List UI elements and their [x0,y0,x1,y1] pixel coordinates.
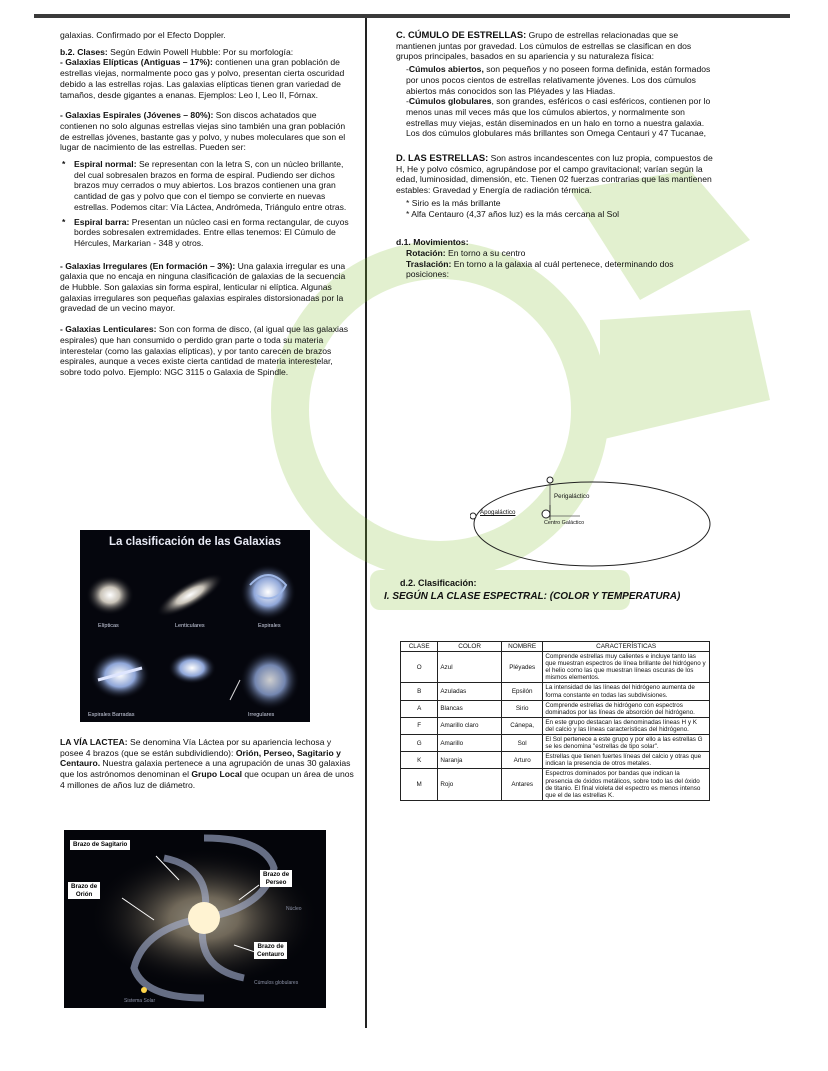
header-clase: CLASE [401,642,438,652]
spiral-heading: - Galaxias Espirales (Jóvenes – 80%): [60,110,214,121]
stars-heading: D. LAS ESTRELLAS: [396,152,489,164]
cell-clase: O [401,652,438,683]
header-caracteristicas: CARACTERÍSTICAS [543,642,710,652]
bullet-icon: * [62,216,66,227]
rotation-label: Rotación: [406,247,446,258]
rotation-text: En torno a su centro [445,247,526,258]
open-clusters: -Cúmulos abiertos, son pequeños y no poseen forma definida, están formados por unos pocos cientos de estrellas relativamente jóvenes. Los dos cúmulos abiertos más conocidos son las Pléyades y las Hiadas. [406,64,711,96]
stars-text: Son astros incandescentes con luz propia, compuestos de H, He y polvo cósmico, agrupándose por el campo gravitacional; varían según la edad, luminosidad, dimensión, etc. Tienen 02 fuerzas contrarias que las mantienen estables: Gravedad y Energía de radiación térmica. [396,153,713,196]
table-row [401,700,710,717]
label-nucleo: Núcleo [286,906,302,912]
cell-caracteristicas: Comprende estrellas muy calientes e incluye tanto las que muestran espectros de línea brillante del hidrógeno y el helio como las que muestran líneas oscuras de los mismos elementos. [543,652,710,683]
classes-text: Según Edwin Powell Hubble: Por su morfología: [107,46,294,57]
cluster-heading: C. CÚMULO DE ESTRELLAS: [396,29,527,40]
elliptical-text: contienen una gran población de estrellas viejas, normalmente poco gas y polvo, presentan cierta oscuridad debido a las estrellas rojas. Las galaxias elípticas tienen gran variedad de tamaños, desde gigantes a enanas. Ejemplos: Leo I, Leo II, Fórnax. [60,57,345,100]
via-lactea-arms: Orión, Perseo, Sagitario y Centauro. [60,747,341,769]
cell-color: Azuladas [438,683,502,700]
bullet-icon: * [62,159,66,170]
cell-caracteristicas: En este grupo destacan las denominadas líneas H y K del calcio y las líneas características del hidrógeno. [543,717,710,734]
cell-caracteristicas: Estrellas que tienen fuertes líneas del calcio y otras que indican la presencia de otros metales. [543,752,710,769]
alfa-text: Alfa Centauro (4,37 años luz) es la más cercana al Sol [411,208,620,219]
table-row [401,752,710,769]
stars-paragraph [396,153,714,196]
globular-clusters-text: , son grandes, esféricos o casi esféricos, contienen por lo menos unas mil veces más que los cúmulos abiertos, y normalmente son estrellas muy viejas, están diseminados en un halo en torno a nuestra galaxia. Los dos cúmulos globulares más brillantes son Omega Centauri y 47 Tucanae, [406,96,711,139]
barred-spiral-item [60,217,354,249]
open-clusters-heading: Cúmulos abiertos, [408,64,484,75]
table-row [401,683,710,700]
via-lactea-text-2: Nuestra galaxia pertenece a una agrupación de unas 30 galaxias que los astrónomos denominan el [60,758,351,780]
cell-color: Naranja [438,752,502,769]
table-row [401,735,710,752]
translation-label: Traslación: [406,258,452,269]
sirio-text: Sirio es la más brillante [411,197,501,208]
cell-clase: B [401,683,438,700]
cell-clase: K [401,752,438,769]
label-elipticas: Elípticas [98,623,119,629]
globular-clusters-heading: Cúmulos globulares [408,96,492,107]
classes-label: b.2. Clases: [60,46,108,57]
intro-line: galaxias. Confirmado por el Efecto Doppler. [60,30,226,40]
cell-nombre: Arturo [501,752,542,769]
cell-nombre: Sol [501,735,542,752]
normal-spiral-text: Se representan con la letra S, con un núcleo brillante, del cual sobresalen brazos en forma de espiral. Pudiendo ser dichos brazos muy cerrados o muy abiertos. Los brazos contienen una gran cantidad de gas y polvo que con el tiempo se convierte en nuevas estrellas. Podemos citar: Vía Láctea, Andrómeda, Triángulo entre otras. [74,159,347,212]
cell-caracteristicas: El Sol pertenece a este grupo y por ello a las estrellas G se les denomina "estrellas de tipo solar". [543,735,710,752]
milky-way-image [64,830,326,1008]
galaxy-image-title: La clasificación de las Galaxias [109,536,281,548]
normal-spiral-item [60,159,354,213]
label-lenticulares: Lenticulares [175,623,205,629]
table-header-row [401,642,710,652]
via-lactea-section [60,737,354,797]
rotation-line [396,248,714,259]
top-rule [34,14,790,18]
irregular-paragraph [60,261,354,315]
cell-nombre: Epsilón [501,683,542,700]
cell-nombre: Cánepa, [501,717,542,734]
table-row [401,769,710,800]
cell-nombre: Sirio [501,700,542,717]
cell-color: Amarillo [438,735,502,752]
elliptical-heading: - Galaxias Elípticas (Antiguas – 17%): [60,57,213,68]
cell-clase: G [401,735,438,752]
label-espirales: Espirales [258,623,281,629]
cell-nombre: Pléyades [501,652,542,683]
cell-color: Rojo [438,769,502,800]
classification-heading: d.2. Clasificación: [400,578,477,588]
column-divider [365,18,367,1028]
open-clusters-text: son pequeños y no poseen forma definida, están formados por unos pocos cientos de estrellas relativamente jóvenes. Los dos cúmulos abiertos más conocidos son las Pléyades y las Hiadas. [406,64,711,96]
cell-clase: A [401,700,438,717]
cell-color: Blancas [438,700,502,717]
cell-color: Azul [438,652,502,683]
label-perseo: Brazo de Perseo [260,870,292,887]
spectral-class-table [400,641,710,801]
table-row [401,652,710,683]
via-lactea-text-3: que ocupan un área de unos 4 millones de años luz de diámetro. [60,769,354,790]
via-lactea-heading: LA VÍA LACTEA: [60,737,128,747]
lenticular-text: Son con forma de disco, (al igual que las galaxias espirales) que han consumido o perdido gran parte o toda su materia interestelar (como las galaxias elípticas), y por tanto carecen de brazos espirales, aunque a veces existe cierta cantidad de materia interestelar, sobre todo polvo. Ejemplo: NGC 3115 o Galaxia de Spindle. [60,324,349,377]
lenticular-heading: - Galaxias Lenticulares: [60,324,157,335]
alfa-item: * Alfa Centauro (4,37 años luz) es la más cercana al Sol [406,208,620,219]
spectral-class-heading: I. SEGÚN LA CLASE ESPECTRAL: (COLOR Y TEMPERATURA) [384,591,681,602]
movements-heading: d.1. Movimientos: [396,237,469,248]
classes-paragraph [60,47,354,101]
header-nombre: NOMBRE [501,642,542,652]
via-lactea-text-1: Se denomina Vía Láctea por su apariencia lechosa y posee 4 brazos (que se están subdividiendo): [60,737,332,758]
galactic-center-label: Centro Galáctico [544,520,585,526]
cell-clase: M [401,769,438,800]
spiral-paragraph [60,110,354,153]
label-centauro: Brazo de Centauro [254,942,287,959]
cell-caracteristicas: Comprende estrellas de hidrógeno con espectros dominados por las líneas de absorción del hidrógeno. [543,700,710,717]
cell-nombre: Antares [501,769,542,800]
label-sagitario: Brazo de Sagitario [70,840,130,850]
cell-caracteristicas: La intensidad de las líneas del hidrógeno aumenta de forma constante en todas las subdivisiones. [543,683,710,700]
label-sistema-solar: Sistema Solar [124,998,156,1004]
perigalactic-label: Perigaláctico [554,493,590,500]
cell-clase: F [401,717,438,734]
left-column [60,30,354,384]
translation-text: En torno a la galaxia al cuál pertenece, determinando dos posiciones: [406,258,674,280]
label-irregulares: Irregulares [248,712,275,718]
orbit-diagram [470,470,715,570]
label-barradas: Espirales Barradas [88,712,135,718]
galaxy-classification-image [80,530,310,722]
cell-color: Amarillo claro [438,717,502,734]
header-color: COLOR [438,642,502,652]
label-orion: Brazo de Orión [68,882,100,899]
normal-spiral-heading: Espiral normal: [74,159,137,170]
globular-clusters: -Cúmulos globulares, son grandes, esféricos o casi esféricos, contienen por lo menos unas mil veces más que los cúmulos abiertos, y normalmente son estrellas muy viejas, están diseminados en un halo en torno a nuestra galaxia. Los dos cúmulos globulares más brillantes son Omega Centauri y 47 Tucanae, [406,96,711,139]
irregular-heading: - Galaxias Irregulares (En formación – 3%): [60,260,236,271]
sirio-item: * Sirio es la más brillante [406,197,501,208]
table-row [401,717,710,734]
right-column [396,30,714,286]
apogalactic-label: Apogaláctico [480,509,516,516]
barred-spiral-text: Presentan un núcleo casi en forma rectangular, de cuyos bordes sobresalen extremidades. Entre ellas tenemos: El Cúmulo de Hércules, Markarian - 348 y otros. [74,216,349,248]
via-lactea-paragraph [60,737,354,791]
cluster-text: Grupo de estrellas relacionadas que se mantienen juntas por gravedad. Los cúmulos de estrellas se clasifican en dos grupos principales, basados en su apariencia y su naturaleza física: [396,30,692,62]
spiral-text: Son discos achatados que contienen no solo algunas estrellas viejas sino también una gran población de estrellas jóvenes, bastante gas y polvo, y nubes moleculares que son el lugar de nacimiento de las estrellas. Pueden ser: [60,110,346,153]
irregular-text: Una galaxia irregular es una galaxia que no encaja en ninguna clasificación de galaxias de la secuencia de Hubble. Son galaxias sin forma espiral, lenticular ni elíptica. Algunas galaxias irregulares son pequeñas galaxias espirales distorsionadas por la gravedad de un vecino mayor. [60,260,346,314]
local-group: Grupo Local [191,769,242,780]
cell-caracteristicas: Espectros dominados por bandas que indican la presencia de óxidos metálicos, sobre todo las del óxido de titanio. El final violeta del espectro es menos intenso que el de las estrellas K. [543,769,710,800]
barred-spiral-heading: Espiral barra: [74,216,130,227]
lenticular-paragraph [60,324,354,378]
cluster-paragraph [396,30,714,62]
label-cumulos: Cúmulos globulares [254,980,299,986]
translation-line [396,259,714,280]
